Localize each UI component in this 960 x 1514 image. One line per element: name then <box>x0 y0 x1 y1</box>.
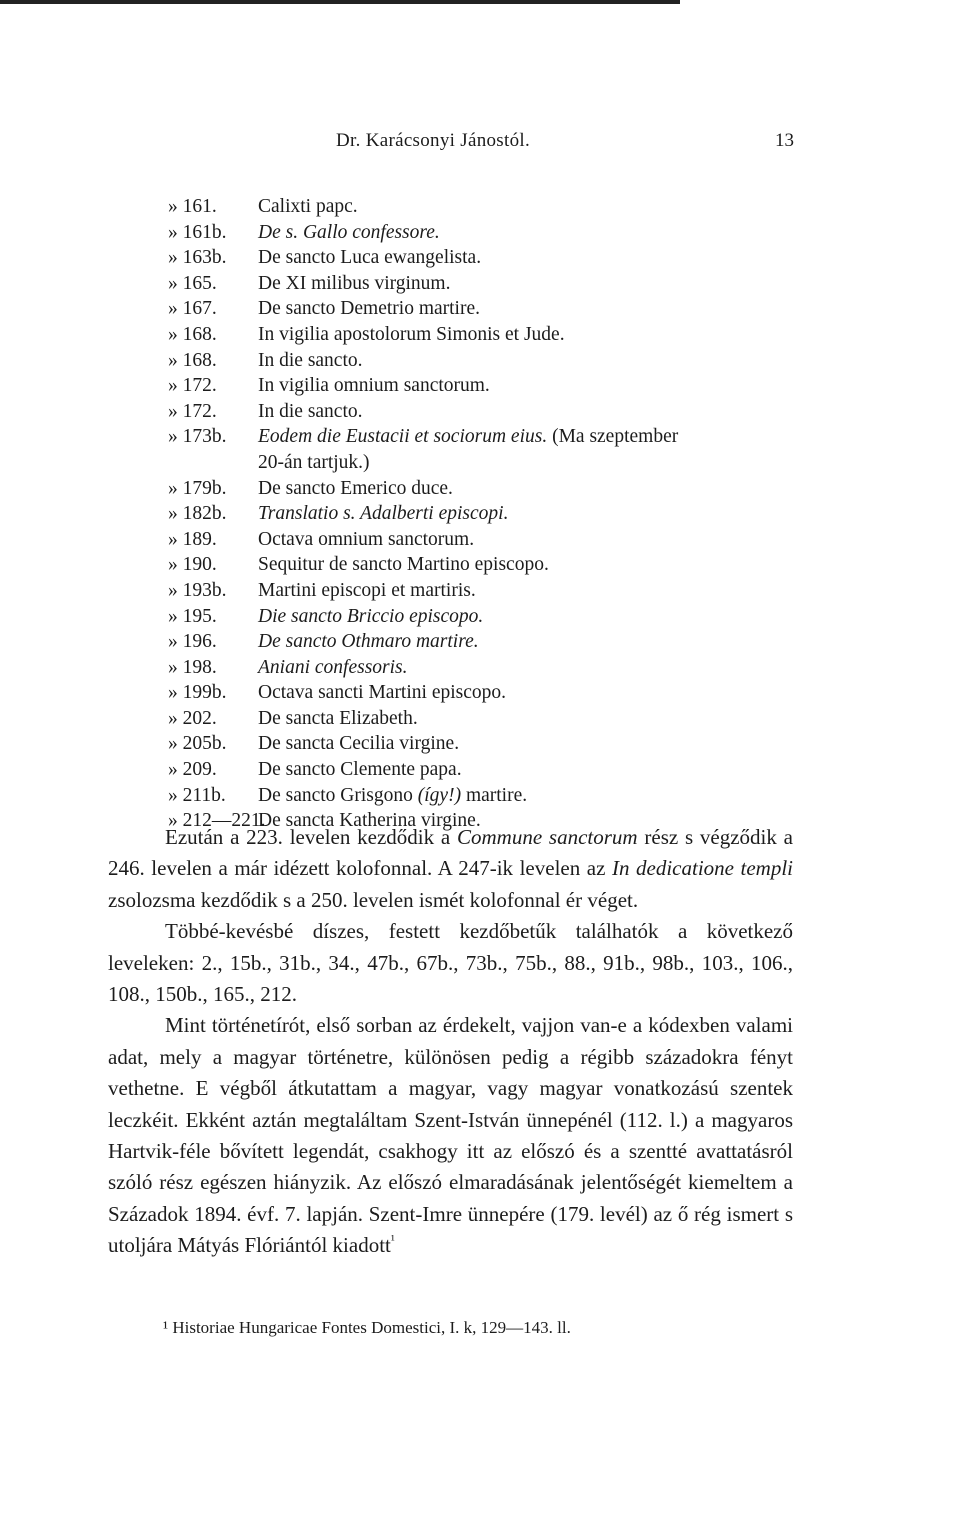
calendar-entry <box>168 245 808 271</box>
calendar-entry <box>168 629 808 655</box>
folio-reference: » 196. <box>168 631 217 653</box>
text-run: De sancto Clemente papa. <box>258 759 462 781</box>
folio-reference: » 199b. <box>168 682 227 704</box>
text-run: De sancto Luca ewangelista. <box>258 247 482 269</box>
text-run: De sancto Demetrio martire. <box>258 298 480 320</box>
calendar-entry <box>168 271 808 297</box>
italic-text: Commune sanctorum <box>456 825 638 849</box>
text-run: In vigilia omnium sanctorum. <box>258 375 490 397</box>
calendar-entry <box>168 322 808 348</box>
calendar-entry <box>168 655 808 681</box>
feast-title <box>258 424 678 450</box>
text-run: De XI milibus virginum. <box>258 272 451 294</box>
folio-reference: » 168. <box>168 323 217 345</box>
text-run: In vigilia apostolorum Simonis et Jude. <box>258 323 565 345</box>
folio-reference: » 193b. <box>168 579 227 601</box>
feast-title <box>258 450 370 476</box>
calendar-entry <box>168 476 808 502</box>
calendar-entry <box>168 706 808 732</box>
feast-title <box>258 706 418 732</box>
feast-title <box>258 399 363 425</box>
calendar-entry <box>168 194 808 220</box>
calendar-entry <box>168 450 808 476</box>
folio-reference: » 161b. <box>168 221 227 243</box>
italic-text: Eodem die Eustacii et sociorum eius. <box>258 426 548 448</box>
folio-reference: » 165. <box>168 272 217 294</box>
page-header <box>336 130 794 152</box>
feast-title <box>258 245 481 271</box>
feast-title <box>258 527 474 553</box>
calendar-entry <box>168 757 808 783</box>
text-run: Mint történetírót, első sorban az érdekelt, vajjon van-e a kódexben valami adat, mely a magyar történetre, különösen pedig a régibb századokra fényt vethetne. E végből átkutattam a magyar, vagy magyar vonatkozású szentek leczkéit. Ekként aztán megtaláltam Szent-István ünnepénél (112. l.) a magyaros Hartvik-féle bővített legendát, csakhogy itt az előszó és a szentté avattatásról szóló rész egészen hiányzik. Az előszó elmaradásának jelentőségét kiemeltem a Századok 1894. évf. 7. lapján. Szent-Imre ünnepére (179. levél) az ő rég ismert s utoljára Mátyás Flóriántól kiadott <box>108 1013 793 1258</box>
paragraph <box>108 1010 793 1261</box>
text-run: (Ma szeptember <box>547 426 679 448</box>
calendar-entry <box>168 424 808 450</box>
italic-text: In dedicatione templi <box>611 856 794 881</box>
feast-title <box>258 604 483 630</box>
feast-title <box>258 501 508 527</box>
folio-reference: » 198. <box>168 656 217 678</box>
calendar-entry <box>168 348 808 374</box>
text-run: Martini episcopi et martiris. <box>258 579 476 601</box>
paragraph <box>108 822 793 916</box>
feast-title <box>258 220 440 246</box>
folio-reference: » 167. <box>168 298 217 320</box>
calendar-entry <box>168 578 808 604</box>
folio-reference: » 212—221. <box>168 810 266 832</box>
folio-reference: » 172. <box>168 375 217 397</box>
text-run: zsolozsma kezdődik s a 250. levelen ismét kolofonnal ér véget. <box>108 887 639 912</box>
feast-title <box>258 322 565 348</box>
text-run: Octava omnium sanctorum. <box>258 528 475 550</box>
text-run: In die sancto. <box>258 400 363 422</box>
folio-reference: » 211b. <box>168 784 226 806</box>
calendar-entry <box>168 296 808 322</box>
italic-text: Die sancto Briccio episcopo. <box>258 605 484 627</box>
feast-title <box>258 552 549 578</box>
italic-text: Aniani confessoris. <box>258 656 408 678</box>
text-run: martire. <box>461 784 528 806</box>
feast-title <box>258 348 363 374</box>
feast-title <box>258 680 506 706</box>
calendar-entry <box>168 552 808 578</box>
text-run: De sancta Katherina virgine. <box>258 810 481 832</box>
feast-title <box>258 655 408 681</box>
text-run: De sancto Grisgono <box>258 784 418 806</box>
text-run: In die sancto. <box>258 349 363 371</box>
text-run: De sancta Elizabeth. <box>258 707 418 729</box>
folio-reference: » 168. <box>168 349 217 371</box>
text-run: Ezután a 223. levelen kezdődik a <box>165 825 457 849</box>
calendar-entry <box>168 220 808 246</box>
paragraph <box>108 916 793 1010</box>
feast-title <box>258 271 450 297</box>
feast-title <box>258 578 476 604</box>
calendar-entry <box>168 783 808 809</box>
page-number: 13 <box>775 130 794 151</box>
feast-title <box>258 629 479 655</box>
body-text <box>108 822 793 1262</box>
footnote-marker: ¹ <box>390 1232 395 1248</box>
folio-reference: » 179b. <box>168 477 227 499</box>
feast-title <box>258 731 459 757</box>
calendar-entry <box>168 680 808 706</box>
calendar-entry <box>168 604 808 630</box>
italic-text: Translatio s. Adalberti episcopi. <box>258 503 509 525</box>
calendar-entry-list <box>168 194 808 834</box>
text-run: De sancta Cecilia virgine. <box>258 733 460 755</box>
folio-reference: » 209. <box>168 759 217 781</box>
folio-reference: » 163b. <box>168 247 227 269</box>
footnote: ¹ Historiae Hungaricae Fontes Domestici, I. k, 129—143. ll. <box>163 1318 571 1337</box>
folio-reference: » 189. <box>168 528 217 550</box>
text-run: Calixti papc. <box>258 196 358 217</box>
folio-reference: » 172. <box>168 400 217 422</box>
feast-title <box>258 476 453 502</box>
calendar-entry <box>168 527 808 553</box>
feast-title <box>258 783 527 809</box>
italic-text: (így!) <box>417 784 462 806</box>
folio-reference: » 182b. <box>168 503 227 525</box>
folio-reference: » 173b. <box>168 426 227 448</box>
italic-text: De s. Gallo confessore. <box>258 221 440 243</box>
italic-text: De sancto Othmaro martire. <box>258 631 479 653</box>
top-border-fragment <box>0 0 680 4</box>
folio-reference: » 190. <box>168 554 217 576</box>
running-head-author: Dr. Karácsonyi Jánostól. <box>336 130 530 151</box>
calendar-entry <box>168 731 808 757</box>
folio-reference: » 205b. <box>168 733 227 755</box>
text-run: Sequitur de sancto Martino episcopo. <box>258 554 549 576</box>
folio-reference: » 195. <box>168 605 217 627</box>
calendar-entry <box>168 373 808 399</box>
feast-title <box>258 296 480 322</box>
folio-reference: » 161. <box>168 196 217 217</box>
text-run: 20-án tartjuk.) <box>258 451 370 473</box>
text-run: Octava sancti Martini episcopo. <box>258 682 507 704</box>
text-run: De sancto Emerico duce. <box>258 477 453 499</box>
feast-title <box>258 757 462 783</box>
folio-reference: » 202. <box>168 707 217 729</box>
text-run: rész s végződik a 246. levelen a már idézett kolofonnal. A 247-ik levelen az <box>108 825 793 881</box>
feast-title <box>258 194 358 220</box>
calendar-entry <box>168 399 808 425</box>
calendar-entry <box>168 501 808 527</box>
feast-title <box>258 373 490 399</box>
text-run: Többé-kevésbé díszes, festett kezdőbetűk találhatók a következő leveleken: 2., 15b., 31b., 34., 47b., 67b., 73b., 75b., 88., 91b., 98b., 103., 106., 108., 150b., 165., 212. <box>108 919 793 1007</box>
